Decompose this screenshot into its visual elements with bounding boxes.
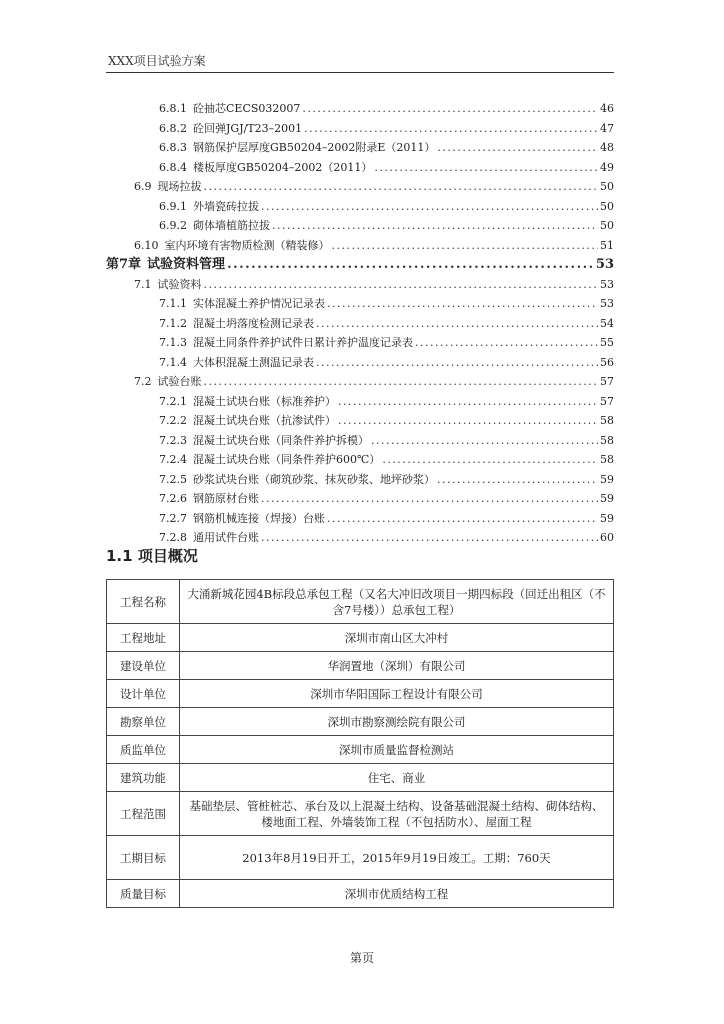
- toc-entry-page: 59: [600, 472, 614, 486]
- table-row: [107, 836, 614, 880]
- toc-entry-title: 现场拉拔: [157, 180, 202, 193]
- toc-leader-dots: [374, 158, 598, 178]
- toc-entry-page: 57: [600, 394, 614, 408]
- toc-entry-title: 钢筋原材台账: [193, 492, 259, 505]
- toc-entry-page: 46: [600, 102, 614, 115]
- toc-leader-dots: [302, 99, 598, 119]
- toc-entry-page: 58: [600, 453, 614, 466]
- toc-entry[interactable]: [106, 353, 614, 373]
- toc-leader-dots: [261, 197, 598, 217]
- toc-entry[interactable]: [106, 372, 614, 392]
- toc-entry-title: 混凝土试块台账（抗渗试件）: [193, 414, 336, 427]
- toc-entry[interactable]: [106, 431, 614, 451]
- table-row: [107, 680, 614, 708]
- toc-entry-title: 外墙瓷砖拉拔: [193, 199, 259, 213]
- section-heading: [106, 545, 198, 566]
- row-label: 建筑功能: [107, 764, 180, 792]
- table-row: [107, 708, 614, 736]
- row-value: 深圳市优质结构工程: [180, 880, 614, 908]
- toc-entry-page: 50: [600, 219, 614, 232]
- toc-entry-page: 48: [600, 141, 614, 154]
- toc-entry-page: 55: [600, 336, 614, 349]
- toc-leader-dots: [204, 275, 599, 295]
- row-label: 质量目标: [107, 880, 180, 908]
- toc-entry-number: 6.8.2: [159, 121, 187, 135]
- row-value: 深圳市质量监督检测站: [180, 736, 614, 764]
- toc-entry[interactable]: [106, 333, 614, 353]
- toc-entry-number: 6.8.1: [159, 102, 187, 115]
- toc-entry-number: 7.2.7: [159, 511, 187, 525]
- row-label: 建设单位: [107, 652, 180, 680]
- toc-entry[interactable]: [106, 489, 614, 509]
- toc-entry-number: 6.9.1: [159, 199, 187, 213]
- toc-entry-title: 砌体墙植筋拉拔: [193, 219, 270, 232]
- toc-entry-page: 47: [600, 121, 614, 135]
- toc-leader-dots: [316, 314, 598, 334]
- toc-entry-number: 7.2.4: [159, 453, 187, 466]
- toc-entry-number: 7.2: [134, 375, 152, 388]
- toc-entry-page: 53: [600, 297, 614, 310]
- row-label: 勘察单位: [107, 708, 180, 736]
- toc-entry-title: 混凝土试块台账（标准养护）: [193, 394, 336, 408]
- toc-entry[interactable]: [106, 255, 614, 275]
- row-label: 工期目标: [107, 836, 180, 880]
- toc-entry[interactable]: [106, 158, 614, 178]
- toc-entry-title: 室内环境有害物质检测（精装修）: [164, 238, 330, 252]
- toc-entry[interactable]: [106, 119, 614, 139]
- toc-entry-page: 60: [600, 531, 614, 544]
- toc-entry-number: 7.1.2: [159, 316, 187, 330]
- toc-entry-page: 49: [600, 160, 614, 174]
- toc-entry-title: 砼抽芯CECS032007: [193, 102, 301, 115]
- toc-entry-page: 56: [600, 355, 614, 369]
- row-value: 住宅、商业: [180, 764, 614, 792]
- toc-entry-title: 钢筋机械连接（焊接）台账: [193, 511, 325, 525]
- toc-entry-title: 混凝土坍落度检测记录表: [193, 316, 314, 330]
- toc-leader-dots: [415, 333, 598, 353]
- toc-entry[interactable]: [106, 138, 614, 158]
- toc-entry-number: 第7章: [106, 257, 142, 272]
- toc-entry-page: 58: [600, 433, 614, 447]
- toc-entry[interactable]: [106, 392, 614, 412]
- toc-entry-number: 7.1.4: [159, 355, 187, 369]
- toc-entry-number: 6.8.4: [159, 160, 187, 174]
- toc-entry-number: 7.2.1: [159, 394, 187, 408]
- row-value: 大涌新城花园4B标段总承包工程（又名大冲旧改项目一期四标段（回迁出租区（不含7号楼））总承包工程）: [180, 580, 614, 624]
- toc-entry-title: 混凝土试块台账（同条件养护拆模）: [193, 433, 369, 447]
- row-value: 深圳市南山区大冲村: [180, 624, 614, 652]
- document-header-title: XXX项目试验方案: [108, 54, 206, 68]
- toc-entry-number: 6.9: [134, 180, 152, 193]
- toc-leader-dots: [327, 509, 598, 529]
- table-row: [107, 880, 614, 908]
- toc-entry[interactable]: [106, 99, 614, 119]
- toc-entry-title: 试验资料: [157, 277, 202, 291]
- toc-entry-page: 50: [600, 199, 614, 213]
- toc-entry-number: 7.2.5: [159, 472, 187, 486]
- toc-entry-number: 7.1.1: [159, 297, 187, 310]
- toc-entry[interactable]: [106, 216, 614, 236]
- toc-entry-title: 钢筋保护层厚度GB50204–2002附录E（2011）: [193, 141, 436, 154]
- toc-entry-page: 59: [600, 492, 614, 505]
- toc-entry-title: 实体混凝土养护情况记录表: [193, 297, 325, 310]
- row-label: 质监单位: [107, 736, 180, 764]
- toc-leader-dots: [204, 177, 599, 197]
- page-footer: 第页: [349, 951, 374, 965]
- toc-entry-page: 53: [600, 277, 614, 291]
- toc-leader-dots: [338, 392, 598, 412]
- toc-entry-title: 砼回弹JGJ/T23–2001: [193, 121, 303, 135]
- toc-entry[interactable]: [106, 470, 614, 490]
- toc-entry-title: 砂浆试块台账（砌筑砂浆、抹灰砂浆、地坪砂浆）: [193, 472, 435, 486]
- toc-entry[interactable]: [106, 236, 614, 256]
- toc-entry-number: 7.2.3: [159, 433, 187, 447]
- row-label: 工程地址: [107, 624, 180, 652]
- toc-entry-number: 7.1: [134, 277, 152, 291]
- table-of-contents: [106, 99, 614, 548]
- row-value: 深圳市勘察测绘院有限公司: [180, 708, 614, 736]
- toc-entry-number: 6.8.3: [159, 141, 187, 154]
- toc-leader-dots: [204, 372, 599, 392]
- toc-entry-page: 54: [600, 316, 614, 330]
- toc-leader-dots: [338, 411, 598, 431]
- toc-leader-dots: [316, 353, 598, 373]
- toc-entry-title: 试验台账: [157, 375, 202, 388]
- toc-leader-dots: [261, 489, 598, 509]
- toc-entry[interactable]: [106, 411, 614, 431]
- toc-entry-title: 通用试件台账: [193, 531, 259, 544]
- toc-leader-dots: [371, 431, 598, 451]
- toc-entry-number: 7.2.8: [159, 531, 187, 544]
- toc-entry-page: 51: [600, 238, 614, 252]
- row-value: 2013年8月19日开工，2015年9月19日竣工。工期：760天: [180, 836, 614, 880]
- toc-entry-page: 50: [600, 180, 614, 193]
- toc-entry-page: 57: [600, 375, 614, 388]
- row-label: 设计单位: [107, 680, 180, 708]
- toc-leader-dots: [261, 528, 598, 548]
- table-row: [107, 764, 614, 792]
- toc-leader-dots: [382, 450, 598, 470]
- table-row: [107, 580, 614, 624]
- toc-entry-number: 6.9.2: [159, 219, 187, 232]
- row-label: 工程名称: [107, 580, 180, 624]
- toc-leader-dots: [272, 216, 598, 236]
- row-value: 深圳市华阳国际工程设计有限公司: [180, 680, 614, 708]
- toc-entry[interactable]: [106, 275, 614, 295]
- toc-entry-title: 试验资料管理: [147, 257, 226, 272]
- toc-leader-dots: [437, 138, 598, 158]
- row-label: 工程范围: [107, 792, 180, 836]
- table-row: [107, 792, 614, 836]
- toc-leader-dots: [304, 119, 598, 139]
- toc-leader-dots: [437, 470, 598, 490]
- toc-entry-title: 混凝土同条件养护试件日累计养护温度记录表: [193, 336, 413, 349]
- toc-entry-number: 7.2.6: [159, 492, 187, 505]
- toc-entry[interactable]: [106, 509, 614, 529]
- toc-entry-page: 53: [595, 257, 614, 272]
- toc-leader-dots: [332, 236, 599, 256]
- toc-entry-number: 6.10: [134, 238, 159, 252]
- toc-entry[interactable]: [106, 314, 614, 334]
- toc-leader-dots: [227, 255, 594, 275]
- toc-entry-title: 混凝土试块台账（同条件养护600℃）: [193, 453, 381, 466]
- toc-entry[interactable]: [106, 294, 614, 314]
- row-value: 华润置地（深圳）有限公司: [180, 652, 614, 680]
- toc-entry-number: 7.2.2: [159, 414, 187, 427]
- toc-entry-title: 楼板厚度GB50204–2002（2011）: [193, 160, 373, 174]
- toc-entry[interactable]: [106, 177, 614, 197]
- toc-entry-number: 7.1.3: [159, 336, 187, 349]
- table-row: [107, 736, 614, 764]
- toc-leader-dots: [327, 294, 598, 314]
- section-title: 项目概况: [137, 547, 198, 565]
- toc-entry-page: 58: [600, 414, 614, 427]
- project-overview-table: [106, 579, 614, 908]
- row-value: 基础垫层、管桩桩芯、承台及以上混凝土结构、设备基础混凝土结构、砌体结构、楼地面工程、外墙装饰工程（不包括防水）、屋面工程: [180, 792, 614, 836]
- toc-entry[interactable]: [106, 450, 614, 470]
- table-row: [107, 652, 614, 680]
- header-divider: [106, 72, 614, 73]
- toc-entry-title: 大体积混凝土测温记录表: [193, 355, 314, 369]
- toc-entry-page: 59: [600, 511, 614, 525]
- section-number: 1.1: [106, 547, 133, 565]
- table-row: [107, 624, 614, 652]
- toc-entry[interactable]: [106, 197, 614, 217]
